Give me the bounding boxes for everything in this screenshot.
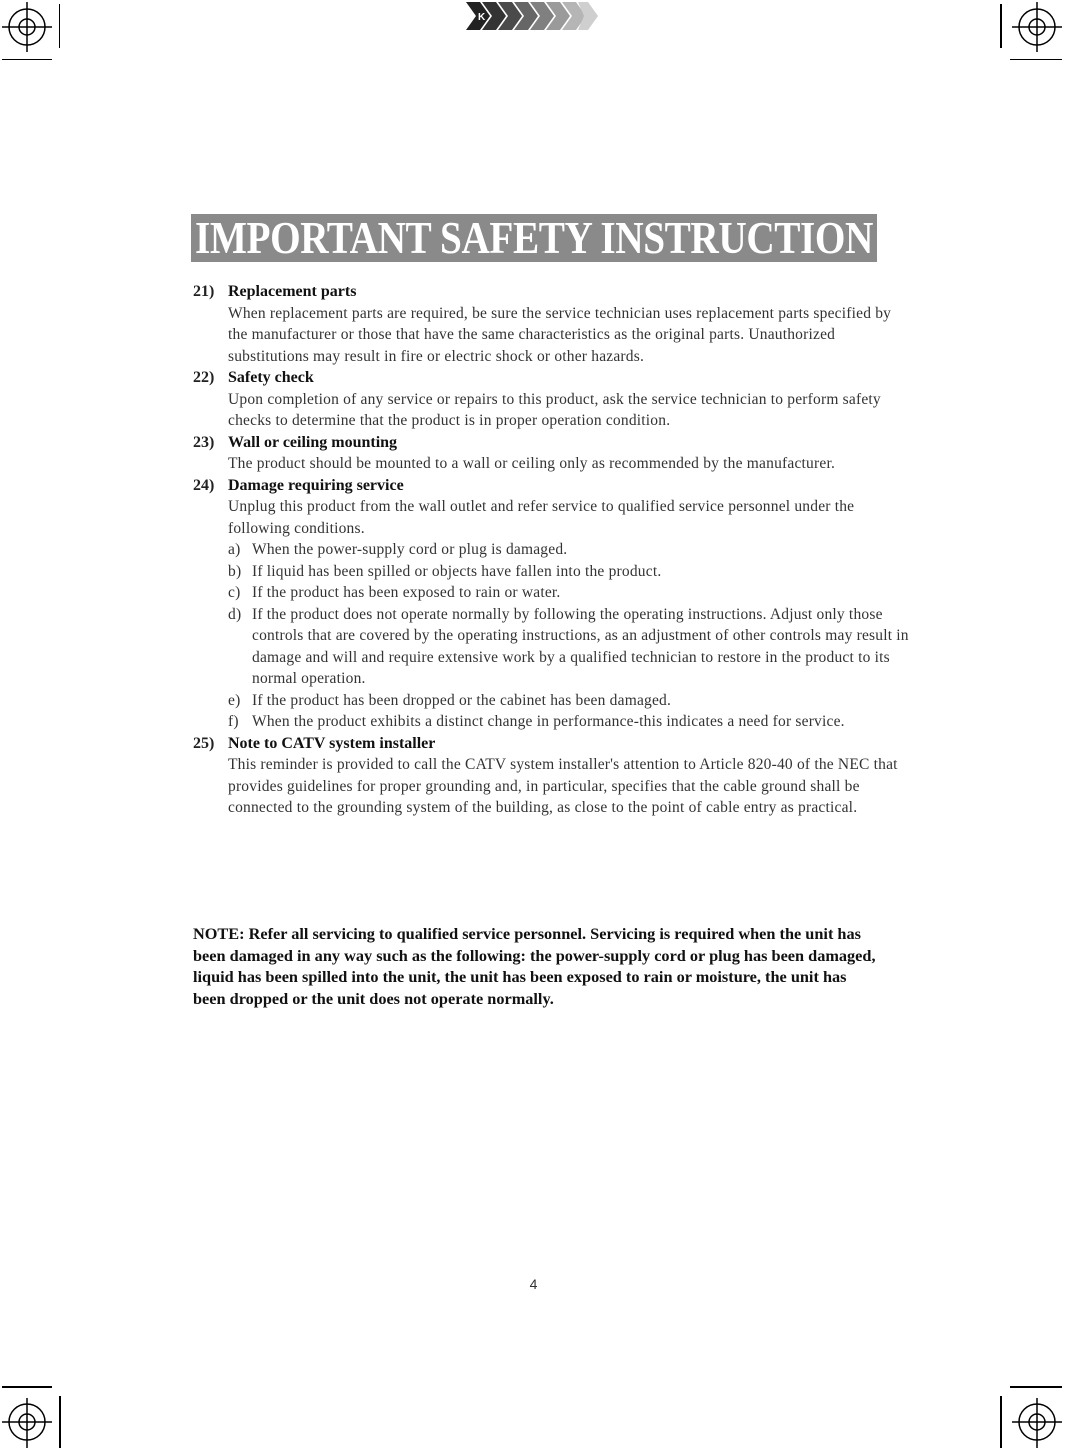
sub-item-text: If the product has been dropped or the cabinet has been damaged.: [252, 691, 672, 709]
crop-mark-bottom-left: [0, 1386, 60, 1446]
list-item-25: [193, 733, 913, 819]
item-heading: Wall or ceiling mounting: [228, 433, 398, 451]
item-paragraph: The product should be mounted to a wall or ceiling only as recommended by the manufacturer.: [228, 455, 836, 472]
item-heading: Note to CATV system installer: [228, 734, 436, 752]
sub-item-text: When the power-supply cord or plug is damaged.: [252, 541, 568, 558]
item-number: 22): [193, 369, 215, 386]
item-paragraph: Upon completion of any service or repairs to this product, ask the service technician to perform safety checks to determine that the product is in proper operation condition.: [228, 390, 881, 429]
page-title: IMPORTANT SAFETY INSTRUCTION: [191, 214, 877, 262]
service-note: NOTE: Refer all servicing to qualified service personnel. Servicing is required when the unit has been damaged in any way such as the following: the power-supply cord or plug has been damaged, liquid has been spilled into the unit, the unit has been exposed to rain or moisture, the unit has been dropped or the unit does not operate normally.: [193, 924, 876, 1008]
sub-item-letter: f): [228, 713, 239, 730]
crop-mark-top-right: [1000, 0, 1060, 60]
list-item-24: [193, 475, 913, 733]
sub-item-text: If liquid has been spilled or objects have fallen into the product.: [252, 562, 662, 580]
item-paragraph: This reminder is provided to call the CATV system installer's attention to Article 820-40 of the NEC that provides guidelines for proper grounding and, in particular, specifies that the cable ground shall be connected to the grounding system of the building, as close to the point of cable entry as practical.: [228, 756, 898, 816]
sub-item: [228, 582, 913, 604]
item-number: 21): [193, 283, 215, 300]
registration-crosshair-icon: [1000, 1386, 1067, 1450]
item-heading: Safety check: [228, 369, 314, 386]
item-heading: Replacement parts: [228, 283, 357, 300]
sub-item-text: If the product does not operate normally by following the operating instructions. Adjust only those controls that are covered by the operating instructions, as an adjustment of other controls may result in damage and will and require extensive work by a qualified technician to restore in the product to its normal operation.: [252, 605, 909, 687]
list-item-23: [193, 432, 913, 475]
item-paragraph: Unplug this product from the wall outlet and refer service to qualified service personnel under the following conditions.: [228, 498, 855, 537]
crop-mark-top-left: [0, 0, 60, 60]
sub-item-letter: b): [228, 562, 242, 580]
item-number: 24): [193, 476, 215, 494]
sub-item: [228, 690, 913, 712]
page-number: 4: [529, 1276, 538, 1292]
item-paragraph: When replacement parts are required, be sure the service technician uses replacement parts specified by the manufacturer or those that have the same characteristics as the original parts. Unauthorized substitutions may result in fire or electric shock or other hazards.: [228, 304, 892, 365]
crop-mark-bottom-right: [1000, 1386, 1060, 1446]
registration-crosshair-icon: [0, 1386, 62, 1450]
sub-item-letter: a): [228, 541, 241, 558]
chevron-arrows-icon: [466, 2, 598, 30]
sub-item-text: If the product has been exposed to rain or water.: [252, 584, 561, 601]
item-number: 25): [193, 734, 215, 752]
registration-crosshair-icon: [1000, 0, 1067, 60]
chevron-letter: K: [478, 12, 486, 23]
list-item-21: [193, 281, 913, 367]
item-heading: Damage requiring service: [228, 476, 404, 494]
sub-item: [228, 539, 913, 561]
sub-item: [228, 711, 913, 733]
sub-item: [228, 561, 913, 583]
sub-item-text: When the product exhibits a distinct change in performance-this indicates a need for service.: [252, 713, 845, 730]
sub-item-letter: c): [228, 584, 241, 601]
sub-item: [228, 604, 913, 690]
item-number: 23): [193, 433, 215, 451]
registration-crosshair-icon: [0, 0, 60, 60]
sub-item-letter: e): [228, 691, 241, 709]
list-item-22: [193, 367, 913, 432]
safety-instructions-list: [193, 281, 913, 819]
sub-item-letter: d): [228, 605, 242, 623]
